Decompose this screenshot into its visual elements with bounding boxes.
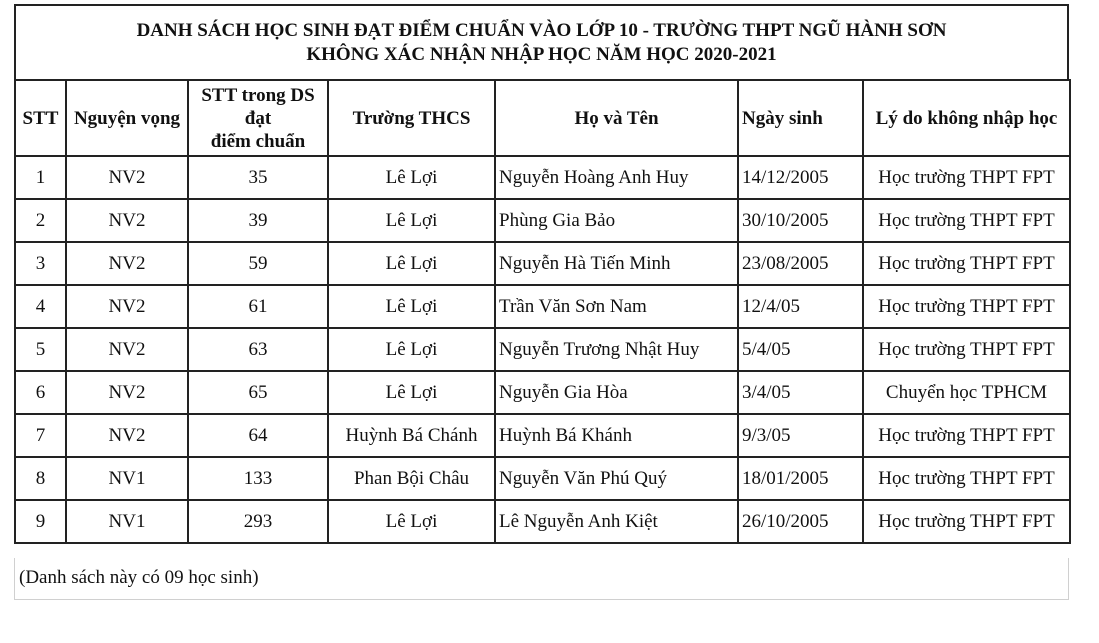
cell-nguyen-vong: NV2 xyxy=(66,199,188,242)
cell-ho-ten: Nguyễn Hà Tiến Minh xyxy=(495,242,738,285)
student-table xyxy=(14,79,1071,544)
table-row xyxy=(15,199,1070,242)
cell-stt-ds: 64 xyxy=(188,414,328,457)
table-row xyxy=(15,414,1070,457)
cell-ngay-sinh: 3/4/05 xyxy=(738,371,863,414)
cell-ngay-sinh: 14/12/2005 xyxy=(738,156,863,199)
cell-stt-ds: 63 xyxy=(188,328,328,371)
footnote: (Danh sách này có 09 học sinh) xyxy=(14,558,1069,600)
cell-nguyen-vong: NV2 xyxy=(66,371,188,414)
header-stt-ds-line-1: STT trong DS xyxy=(201,84,315,106)
cell-ly-do: Chuyển học TPHCM xyxy=(863,371,1070,414)
cell-ngay-sinh: 18/01/2005 xyxy=(738,457,863,500)
cell-ngay-sinh: 5/4/05 xyxy=(738,328,863,371)
cell-truong-thcs: Phan Bội Châu xyxy=(328,457,495,500)
cell-ho-ten: Nguyễn Trương Nhật Huy xyxy=(495,328,738,371)
cell-truong-thcs: Lê Lợi xyxy=(328,199,495,242)
cell-stt: 3 xyxy=(15,242,66,285)
title-line-1: DANH SÁCH HỌC SINH ĐẠT ĐIỂM CHUẨN VÀO LỚP 10 - TRƯỜNG THPT NGŨ HÀNH SƠN xyxy=(136,19,947,41)
table-row xyxy=(15,500,1070,543)
cell-nguyen-vong: NV2 xyxy=(66,156,188,199)
cell-stt-ds: 293 xyxy=(188,500,328,543)
cell-nguyen-vong: NV2 xyxy=(66,285,188,328)
cell-ly-do: Học trường THPT FPT xyxy=(863,414,1070,457)
cell-truong-thcs: Lê Lợi xyxy=(328,371,495,414)
table-row xyxy=(15,328,1070,371)
cell-truong-thcs: Lê Lợi xyxy=(328,242,495,285)
header-nguyen-vong: Nguyện vọng xyxy=(66,80,188,156)
cell-stt: 5 xyxy=(15,328,66,371)
cell-ly-do: Học trường THPT FPT xyxy=(863,242,1070,285)
cell-ly-do: Học trường THPT FPT xyxy=(863,285,1070,328)
cell-truong-thcs: Lê Lợi xyxy=(328,156,495,199)
cell-stt: 4 xyxy=(15,285,66,328)
title-block xyxy=(14,4,1069,79)
cell-nguyen-vong: NV2 xyxy=(66,414,188,457)
cell-ngay-sinh: 9/3/05 xyxy=(738,414,863,457)
header-stt: STT xyxy=(15,80,66,156)
cell-stt: 7 xyxy=(15,414,66,457)
cell-stt-ds: 39 xyxy=(188,199,328,242)
cell-ho-ten: Nguyễn Hoàng Anh Huy xyxy=(495,156,738,199)
cell-ngay-sinh: 23/08/2005 xyxy=(738,242,863,285)
header-ly-do: Lý do không nhập học xyxy=(863,80,1070,156)
cell-stt-ds: 59 xyxy=(188,242,328,285)
cell-ho-ten: Huỳnh Bá Khánh xyxy=(495,414,738,457)
cell-stt: 2 xyxy=(15,199,66,242)
table-header-row xyxy=(15,80,1070,156)
header-ngay-sinh: Ngày sinh xyxy=(738,80,863,156)
cell-ly-do: Học trường THPT FPT xyxy=(863,500,1070,543)
table-row xyxy=(15,242,1070,285)
cell-stt: 6 xyxy=(15,371,66,414)
cell-ly-do: Học trường THPT FPT xyxy=(863,457,1070,500)
cell-stt: 1 xyxy=(15,156,66,199)
cell-ly-do: Học trường THPT FPT xyxy=(863,328,1070,371)
cell-ho-ten: Phùng Gia Bảo xyxy=(495,199,738,242)
cell-stt: 9 xyxy=(15,500,66,543)
cell-truong-thcs: Lê Lợi xyxy=(328,328,495,371)
cell-truong-thcs: Lê Lợi xyxy=(328,285,495,328)
cell-stt-ds: 61 xyxy=(188,285,328,328)
table-row xyxy=(15,285,1070,328)
cell-ly-do: Học trường THPT FPT xyxy=(863,199,1070,242)
cell-truong-thcs: Huỳnh Bá Chánh xyxy=(328,414,495,457)
cell-ho-ten: Nguyễn Văn Phú Quý xyxy=(495,457,738,500)
header-stt-ds-line-2: đạt xyxy=(244,107,272,129)
cell-stt-ds: 35 xyxy=(188,156,328,199)
cell-ho-ten: Trần Văn Sơn Nam xyxy=(495,285,738,328)
table-row xyxy=(15,457,1070,500)
document-sheet xyxy=(14,4,1069,544)
cell-stt-ds: 65 xyxy=(188,371,328,414)
header-ho-ten: Họ và Tên xyxy=(495,80,738,156)
title-line-2: KHÔNG XÁC NHẬN NHẬP HỌC NĂM HỌC 2020-2021 xyxy=(306,43,777,65)
cell-stt: 8 xyxy=(15,457,66,500)
table-row xyxy=(15,371,1070,414)
cell-ly-do: Học trường THPT FPT xyxy=(863,156,1070,199)
table-row xyxy=(15,156,1070,199)
cell-nguyen-vong: NV1 xyxy=(66,457,188,500)
cell-nguyen-vong: NV1 xyxy=(66,500,188,543)
header-stt-ds xyxy=(188,80,328,156)
cell-ngay-sinh: 30/10/2005 xyxy=(738,199,863,242)
cell-nguyen-vong: NV2 xyxy=(66,328,188,371)
cell-ngay-sinh: 12/4/05 xyxy=(738,285,863,328)
cell-ho-ten: Nguyễn Gia Hòa xyxy=(495,371,738,414)
cell-ngay-sinh: 26/10/2005 xyxy=(738,500,863,543)
cell-truong-thcs: Lê Lợi xyxy=(328,500,495,543)
cell-nguyen-vong: NV2 xyxy=(66,242,188,285)
table-body xyxy=(15,156,1070,543)
cell-stt-ds: 133 xyxy=(188,457,328,500)
header-stt-ds-line-3: điểm chuẩn xyxy=(210,130,306,152)
header-truong-thcs: Trường THCS xyxy=(328,80,495,156)
cell-ho-ten: Lê Nguyễn Anh Kiệt xyxy=(495,500,738,543)
